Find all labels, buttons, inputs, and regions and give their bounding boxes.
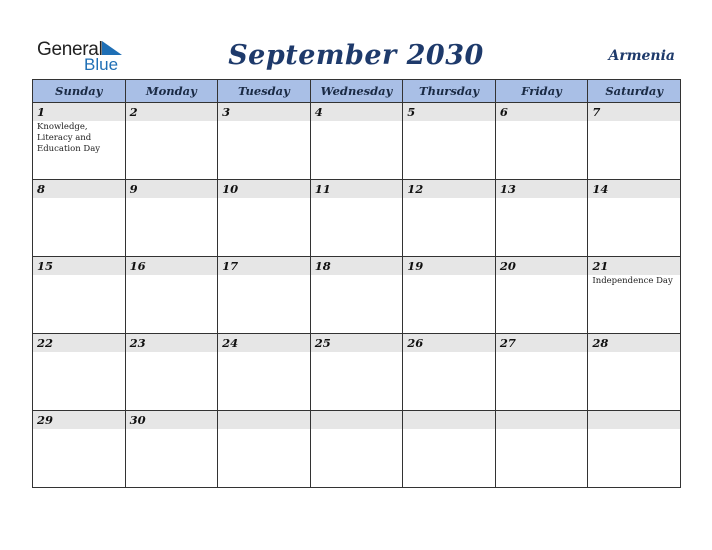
day-cell — [218, 257, 311, 334]
day-number: 24 — [218, 334, 310, 352]
holiday-label — [311, 275, 403, 276]
country-label: Armenia — [608, 48, 675, 64]
weekday-sunday: Sunday — [33, 80, 126, 103]
day-cell — [125, 103, 218, 180]
holiday-label — [33, 429, 125, 430]
day-number: 4 — [311, 103, 403, 121]
week-row — [33, 103, 681, 180]
day-cell — [125, 257, 218, 334]
day-cell — [125, 334, 218, 411]
day-number: 29 — [33, 411, 125, 429]
week-row — [33, 411, 681, 488]
day-cell — [588, 411, 681, 488]
day-number: 14 — [588, 180, 680, 198]
weekday-tuesday: Tuesday — [218, 80, 311, 103]
holiday-label — [218, 275, 310, 276]
day-number: 21 — [588, 257, 680, 275]
day-number: 22 — [33, 334, 125, 352]
day-number — [218, 411, 310, 429]
week-row — [33, 180, 681, 257]
day-number: 7 — [588, 103, 680, 121]
day-cell — [403, 334, 496, 411]
holiday-label — [403, 121, 495, 122]
day-cell — [403, 180, 496, 257]
day-cell — [218, 334, 311, 411]
holiday-label — [33, 275, 125, 276]
day-number: 13 — [496, 180, 588, 198]
weekday-thursday: Thursday — [403, 80, 496, 103]
holiday-label — [218, 429, 310, 430]
day-number: 12 — [403, 180, 495, 198]
day-number: 25 — [311, 334, 403, 352]
week-row — [33, 334, 681, 411]
holiday-label — [126, 198, 218, 199]
day-number: 20 — [496, 257, 588, 275]
logo-word-general: General — [37, 39, 103, 60]
holiday-label — [588, 352, 680, 353]
holiday-label — [588, 121, 680, 122]
day-number: 6 — [496, 103, 588, 121]
holiday-label — [496, 121, 588, 122]
day-cell — [125, 180, 218, 257]
day-cell — [403, 411, 496, 488]
day-number: 1 — [33, 103, 125, 121]
holiday-label — [126, 275, 218, 276]
weekday-wednesday: Wednesday — [310, 80, 403, 103]
day-number — [588, 411, 680, 429]
day-number: 16 — [126, 257, 218, 275]
day-number: 17 — [218, 257, 310, 275]
holiday-label — [218, 198, 310, 199]
day-cell — [310, 411, 403, 488]
day-cell — [495, 334, 588, 411]
week-row — [33, 257, 681, 334]
holiday-label — [218, 121, 310, 122]
day-cell — [33, 411, 126, 488]
calendar-title: September 2030 — [228, 40, 484, 71]
day-number: 28 — [588, 334, 680, 352]
day-cell — [218, 103, 311, 180]
holiday-label — [496, 352, 588, 353]
day-number: 27 — [496, 334, 588, 352]
holiday-label — [311, 121, 403, 122]
calendar-grid — [32, 79, 681, 488]
day-number: 2 — [126, 103, 218, 121]
day-cell — [310, 334, 403, 411]
day-cell — [588, 103, 681, 180]
day-cell — [310, 257, 403, 334]
day-cell — [495, 103, 588, 180]
holiday-label: Independence Day — [592, 276, 673, 286]
holiday-label: Knowledge, Literacy and Education Day — [37, 122, 101, 154]
day-number: 5 — [403, 103, 495, 121]
day-number: 18 — [311, 257, 403, 275]
holiday-label — [403, 198, 495, 199]
day-number: 3 — [218, 103, 310, 121]
holiday-label — [33, 352, 125, 353]
holiday-label — [126, 352, 218, 353]
holiday-label — [311, 198, 403, 199]
holiday-label — [218, 352, 310, 353]
day-number: 15 — [33, 257, 125, 275]
day-cell — [218, 411, 311, 488]
day-cell — [495, 411, 588, 488]
holiday-label — [126, 121, 218, 122]
day-cell — [403, 103, 496, 180]
holiday-label — [311, 429, 403, 430]
holiday-label — [311, 352, 403, 353]
day-number: 9 — [126, 180, 218, 198]
day-cell — [495, 180, 588, 257]
weekday-saturday: Saturday — [588, 80, 681, 103]
holiday-label — [588, 198, 680, 199]
weekday-monday: Monday — [125, 80, 218, 103]
holiday-label — [403, 275, 495, 276]
holiday-label — [588, 429, 680, 430]
day-number: 30 — [126, 411, 218, 429]
holiday-label — [33, 198, 125, 199]
day-number: 10 — [218, 180, 310, 198]
holiday-label — [403, 352, 495, 353]
day-cell — [33, 103, 126, 180]
day-cell — [310, 180, 403, 257]
day-cell — [33, 257, 126, 334]
day-cell — [33, 334, 126, 411]
day-number — [311, 411, 403, 429]
day-cell — [495, 257, 588, 334]
weekday-header-row — [33, 80, 681, 103]
day-cell — [218, 180, 311, 257]
weekday-friday: Friday — [495, 80, 588, 103]
day-cell — [588, 257, 681, 334]
logo-word-blue: Blue — [84, 55, 119, 74]
day-number: 8 — [33, 180, 125, 198]
day-cell — [310, 103, 403, 180]
day-cell — [33, 180, 126, 257]
holiday-label — [126, 429, 218, 430]
day-number: 26 — [403, 334, 495, 352]
holiday-label — [403, 429, 495, 430]
day-number — [496, 411, 588, 429]
day-cell — [125, 411, 218, 488]
day-number: 23 — [126, 334, 218, 352]
holiday-label — [496, 275, 588, 276]
day-number: 11 — [311, 180, 403, 198]
day-cell — [588, 334, 681, 411]
day-cell — [403, 257, 496, 334]
day-cell — [588, 180, 681, 257]
holiday-label — [496, 429, 588, 430]
day-number: 19 — [403, 257, 495, 275]
holiday-label — [496, 198, 588, 199]
day-number — [403, 411, 495, 429]
